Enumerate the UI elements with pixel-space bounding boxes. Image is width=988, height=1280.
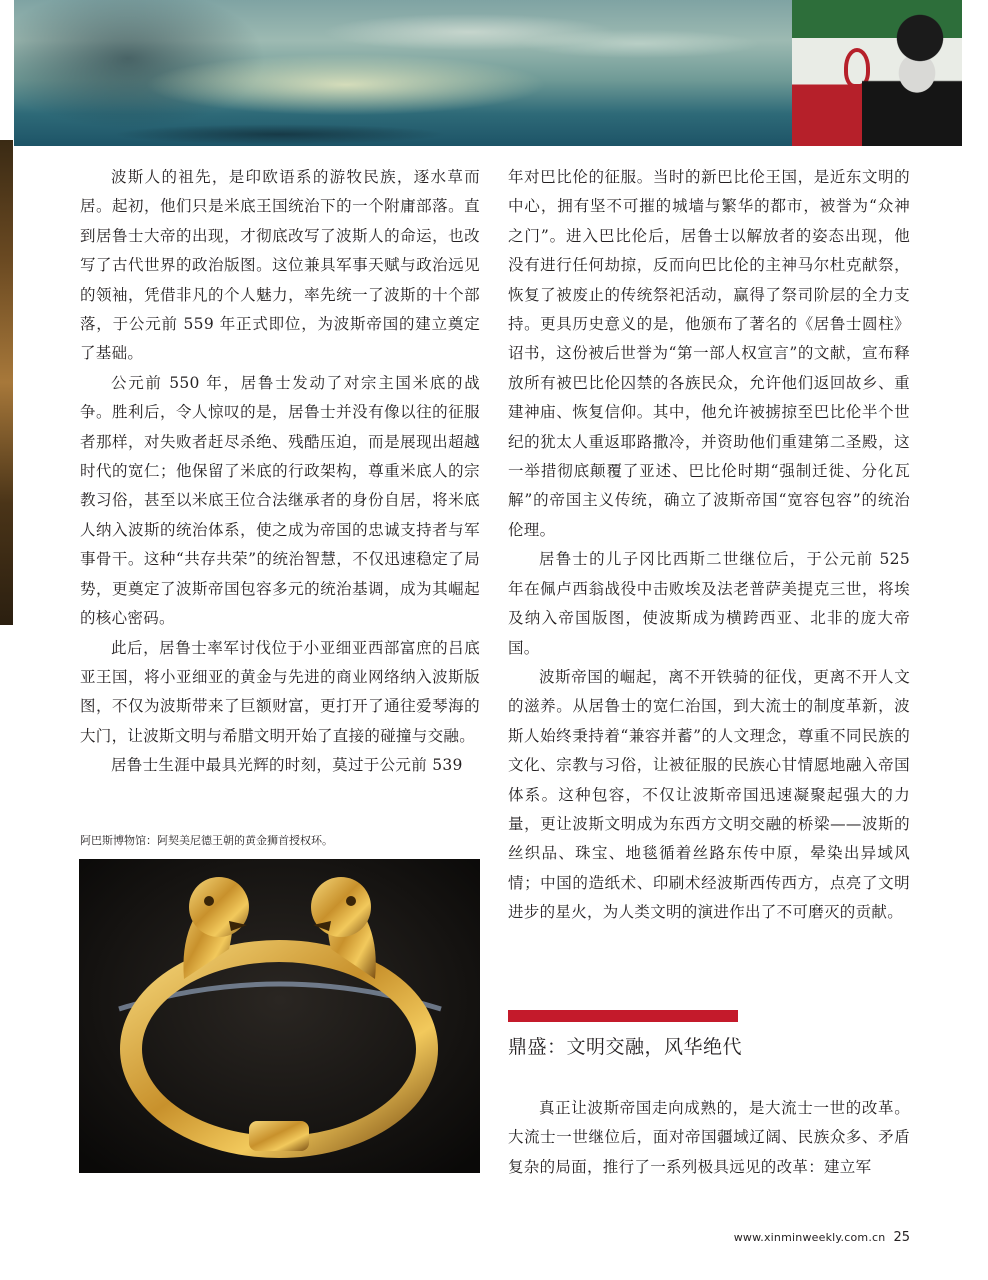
top-banner-image (14, 0, 962, 146)
portrait-image (862, 0, 962, 146)
paragraph: 波斯帝国的崛起，离不开铁骑的征伐，更离不开人文的滋养。从居鲁士的宽仁治国，到大流士的制度革新，波斯人始终秉持着“兼容并蓄”的人文理念，尊重不同民族的文化、宗教与习俗，让被征服的民族心甘情愿地融入帝国体系。这种包容，不仅让波斯帝国迅速凝聚起强大的力量，更让波斯文明成为东西方文明交融的桥梁——波斯的丝织品、珠宝、地毯循着丝路东传中原，晕染出异域风情；中国的造纸术、印刷术经波斯西传西方，点亮了文明进步的星火，为人类文明的演进作出了不可磨灭的贡献。 (508, 667, 910, 922)
page-footer (734, 1226, 910, 1245)
section-body (508, 1094, 910, 1182)
paragraph: 真正让波斯帝国走向成熟的，是大流士一世的改革。大流士一世继位后，面对帝国疆域辽阔、民族众多、矛盾复杂的局面，推行了一系列极具远见的改革：建立军 (508, 1099, 910, 1176)
section-accent-bar (508, 1010, 738, 1022)
paragraph: 年对巴比伦的征服。当时的新巴比伦王国，是近东文明的中心，拥有坚不可摧的城墙与繁华的都市，被誉为“众神之门”。进入巴比伦后，居鲁士以解放者的姿态出现，他没有进行任何劫掠，反而向巴比伦的主神马尔杜克献祭，恢复了被废止的传统祭祀活动，赢得了祭司阶层的全力支持。更具历史意义的是，他颁布了著名的《居鲁士圆柱》诏书，这份被后世誉为“第一部人权宣言”的文献，宣布释放所有被巴比伦囚禁的各族民众，允许他们返回故乡、重建神庙、恢复信仰。其中，他允许被掳掠至巴比伦半个世纪的犹太人重返耶路撒冷，并资助他们重建第二圣殿，这一举措彻底颠覆了亚述、巴比伦时期“强制迁徙、分化瓦解”的帝国主义传统，确立了波斯帝国“宽容包容”的统治伦理。 (508, 168, 910, 539)
website-url: www.xinminweekly.com.cn (733, 1231, 886, 1244)
paragraph: 公元前 550 年，居鲁士发动了对宗主国米底的战争。胜利后，令人惊叹的是，居鲁士并没有像以往的征服者那样，对失败者赶尽杀绝、残酷压迫，而是展现出超越时代的宽仁；他保留了米底的行政架构，尊重米底人的宗教习俗，甚至以米底王位合法继承者的身份自居，将米底人纳入波斯的统治体系，使之成为帝国的忠诚支持者与军事骨干。这种“共存共荣”的统治智慧，不仅迅速稳定了局势，更奠定了波斯帝国包容多元的统治基调，成为其崛起的核心密码。 (80, 373, 480, 628)
section-heading: 鼎盛：文明交融，风华绝代 (508, 1036, 743, 1058)
paragraph: 波斯人的祖先，是印欧语系的游牧民族，逐水草而居。起初，他们只是米底王国统治下的一个附庸部落。直到居鲁士大帝的出现，才彻底改写了波斯人的命运，也改写了古代世界的政治版图。这位兼具军事天赋与政治远见的领袖，凭借非凡的个人魅力，率先统一了波斯的十个部落，于公元前 559 年正式即位，为波斯帝国的建立奠定了基础。 (80, 168, 480, 363)
page-number: 25 (893, 1230, 910, 1245)
left-column (80, 163, 480, 781)
gold-lion-torc-photo (79, 859, 480, 1173)
paragraph: 居鲁士的儿子冈比西斯二世继位后，于公元前 525 年在佩卢西翁战役中击败埃及法老普萨美提克三世，将埃及纳入帝国版图，使波斯成为横跨西亚、北非的庞大帝国。 (508, 550, 910, 657)
paragraph: 居鲁士生涯中最具光辉的时刻，莫过于公元前 539 (111, 756, 463, 775)
right-column (508, 163, 910, 928)
torc-illustration (79, 859, 480, 1173)
page-edge-image (0, 140, 13, 625)
paragraph: 此后，居鲁士率军讨伐位于小亚细亚西部富庶的吕底亚王国，将小亚细亚的黄金与先进的商业网络纳入波斯版图，不仅为波斯带来了巨额财富，更打开了通往爱琴海的大门，让波斯文明与希腊文明开始了直接的碰撞与交融。 (80, 638, 480, 745)
photo-caption: 阿巴斯博物馆：阿契美尼德王朝的黄金狮首授权环。 (80, 834, 333, 847)
